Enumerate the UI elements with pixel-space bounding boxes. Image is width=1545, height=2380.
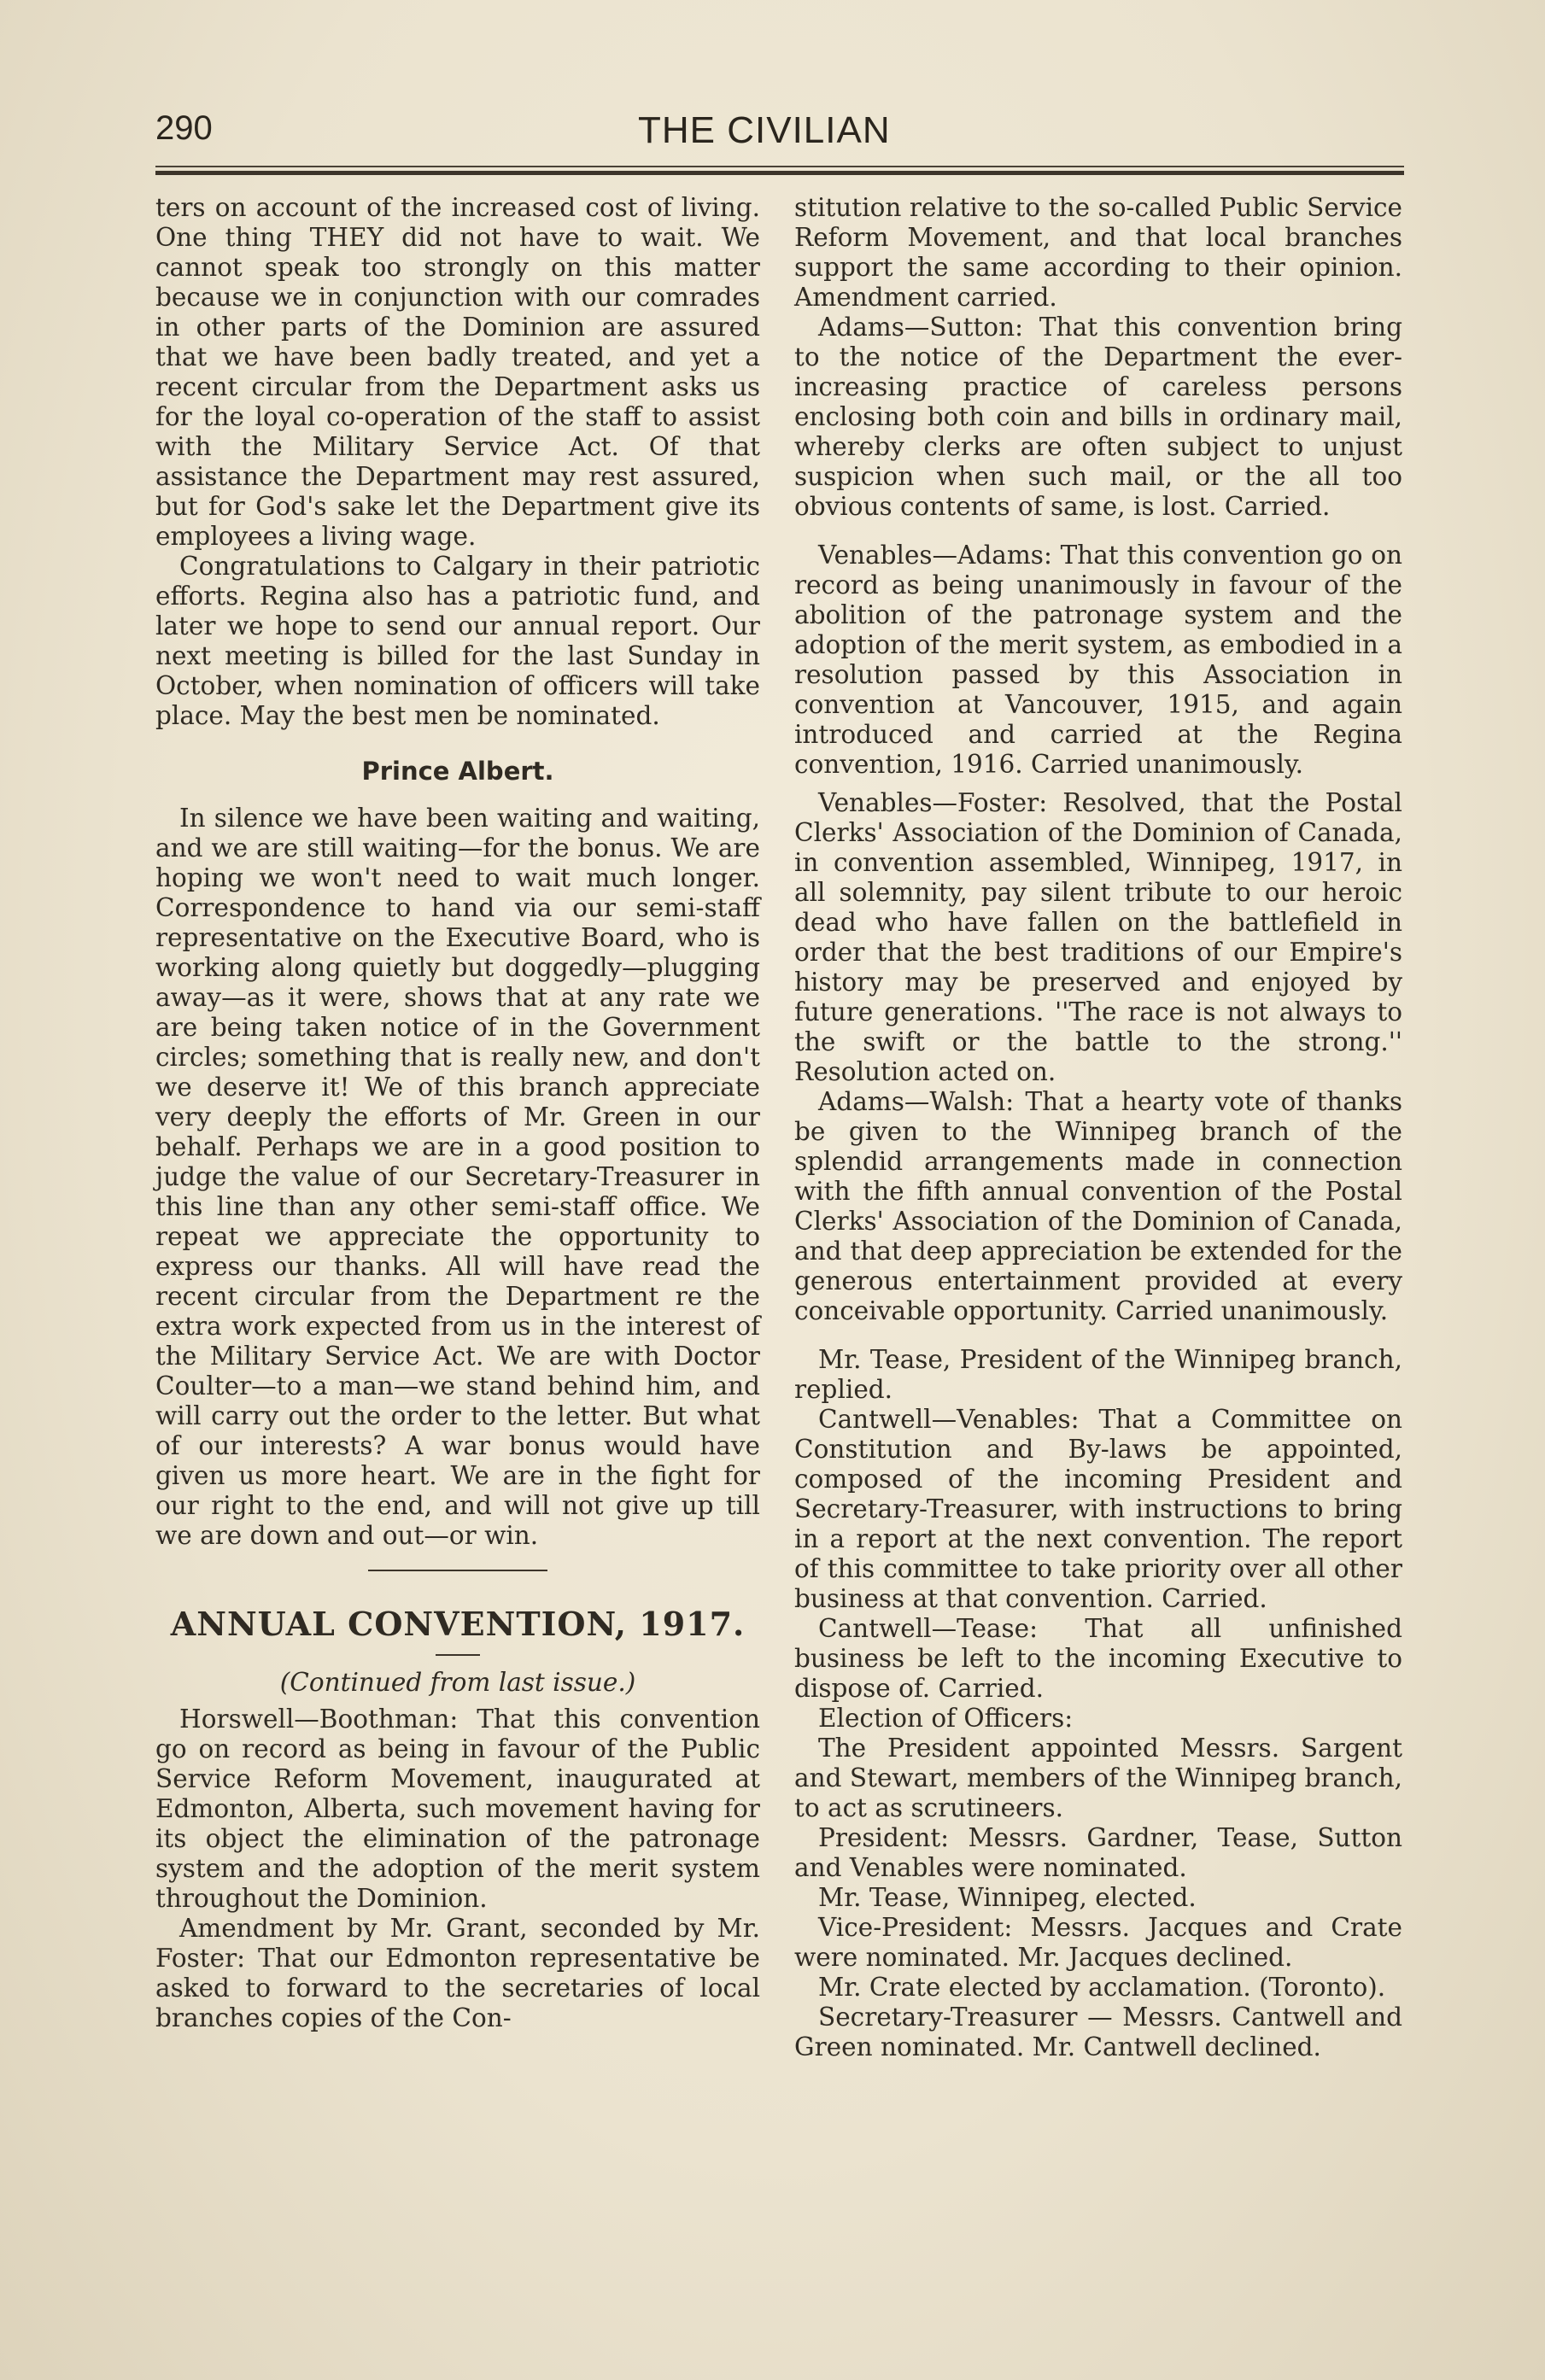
secretary-treasurer-nominations: Secretary-Treasurer — Messrs. Cantwell and Green nominated. Mr. Cantwell declined.	[794, 2003, 1402, 2061]
section-divider	[368, 1570, 547, 1571]
continuation-paragraph: stitution relative to the so-called Public Service Reform Movement, and that local branches support the same according to their opinion. Amendment carried.	[794, 193, 1402, 312]
continued-note: (Continued from last issue.)	[279, 1668, 636, 1697]
page-number: 290	[155, 109, 213, 147]
amendment-paragraph: Amendment by Mr. Grant, seconded by Mr. Foster: That our Edmonton representative be asked to forward to the secretaries of local branches copies of the Con-	[155, 1914, 760, 2032]
resolution-adams-sutton: Adams—Sutton: That this convention bring to the notice of the Department the ever-increasing practice of careless persons enclosing both coin and bills in ordinary mail, whereby clerks are often subject to unjust suspicion when such mail, or the all too obvious contents of same, is lost. Carried.	[794, 313, 1402, 521]
resolution-cantwell-venables: Cantwell—Venables: That a Committee on Constitution and By-laws be appointed, composed of the incoming President and Secretary-Treasurer, with instructions to bring in a report at the next convention. The report of this committee to take priority over all other business at that convention. Carried.	[794, 1405, 1402, 1613]
intro-paragraph: ters on account of the increased cost of living. One thing THEY did not have to wait. We cannot speak too strongly on this matter because we in conjunction with our comrades in other parts of the Dominion are assured that we have been badly treated, and yet a recent circular from the Department asks us for the loyal co-operation of the staff to assist with the Military Service Act. Of that assistance the Department may rest assured, but for God's sake let the Department give its employees a living wage.	[155, 193, 760, 551]
congrats-paragraph: Congratulations to Calgary in their patriotic efforts. Regina also has a patriotic fund, and later we hope to send our annual report. Our next meeting is billed for the last Sunday in October, when nomination of officers will take place. May the best men be nominated.	[155, 552, 760, 730]
prince-albert-heading: Prince Albert.	[361, 757, 554, 786]
resolution-venables-adams: Venables—Adams: That this convention go on record as being unanimously in favour of the abolition of the patronage system and the adoption of the merit system, as embodied in a resolution passed by this Association in convention at Vancouver, 1915, and again introduced and carried at the Regina convention, 1916. Carried unanimously.	[794, 541, 1402, 779]
horswell-paragraph: Horswell—Boothman: That this convention go on record as being in favour of the Public Service Reform Movement, inaugurated at Edmonton, Alberta, such movement having for its object the elimination of the patronage system and the adoption of the merit system throughout the Dominion.	[155, 1705, 760, 1913]
crate-elected: Mr. Crate elected by acclamation. (Toronto).	[818, 1973, 1386, 2002]
header-rule-thick	[155, 171, 1404, 175]
president-elected: Mr. Tease, Winnipeg, elected.	[818, 1883, 1197, 1912]
header-rule	[155, 166, 1404, 167]
scrutineers-paragraph: The President appointed Messrs. Sargent and Stewart, members of the Winnipeg branch, to act as scrutineers.	[794, 1734, 1402, 1822]
prince-albert-paragraph: In silence we have been waiting and waiting, and we are still waiting—for the bonus. We are hoping we won't need to wait much longer. Correspondence to hand via our semi-staff representative on the Executive Board, who is working along quietly but doggedly—plugging away—as it were, shows that at any rate we are being taken notice of in the Government circles; something that is really new, and don't we deserve it! We of this branch appreciate very deeply the efforts of Mr. Green in our behalf. Perhaps we are in a good position to judge the value of our Secretary-Treasurer in this line than any other semi-staff office. We repeat we appreciate the opportunity to express our thanks. All will have read the recent circular from the Department re the extra work expected from us in the interest of the Military Service Act. We are with Doctor Coulter—to a man—we stand behind him, and will carry out the order to the letter. But what of our interests? A war bonus would have given us more heart. We are in the fight for our right to the end, and will not give up till we are down and out—or win.	[155, 804, 760, 1550]
election-heading: Election of Officers:	[818, 1704, 1074, 1733]
vice-president-nominations: Vice-President: Messrs. Jacques and Crate were nominated. Mr. Jacques declined.	[794, 1913, 1402, 1972]
heading-divider	[436, 1654, 480, 1656]
president-nominations: President: Messrs. Gardner, Tease, Sutton and Venables were nominated.	[794, 1823, 1402, 1882]
page-header	[155, 109, 1402, 161]
resolution-venables-foster: Venables—Foster: Resolved, that the Postal Clerks' Association of the Dominion of Canada, in convention assembled, Winnipeg, 1917, in all solemnity, pay silent tribute to our heroic dead who have fallen on the battlefield in order that the best traditions of our Empire's history may be preserved and enjoyed by future generations. ''The race is not always to the swift or the battle to the strong.'' Resolution acted on.	[794, 788, 1402, 1086]
tease-replied: Mr. Tease, President of the Winnipeg branch, replied.	[794, 1345, 1402, 1404]
left-column	[155, 193, 760, 2033]
right-column	[794, 193, 1402, 2062]
convention-heading: ANNUAL CONVENTION, 1917.	[170, 1605, 746, 1643]
resolution-adams-walsh: Adams—Walsh: That a hearty vote of thanks be given to the Winnipeg branch of the splendid arrangements made in connection with the fifth annual convention of the Postal Clerks' Association of the Dominion of Canada, and that deep appreciation be extended for the generous entertainment provided at every conceivable opportunity. Carried unanimously.	[794, 1087, 1402, 1325]
journal-title: THE CIVILIAN	[638, 109, 891, 151]
resolution-cantwell-tease: Cantwell—Tease: That all unfinished business be left to the incoming Executive to dispose of. Carried.	[794, 1614, 1402, 1703]
